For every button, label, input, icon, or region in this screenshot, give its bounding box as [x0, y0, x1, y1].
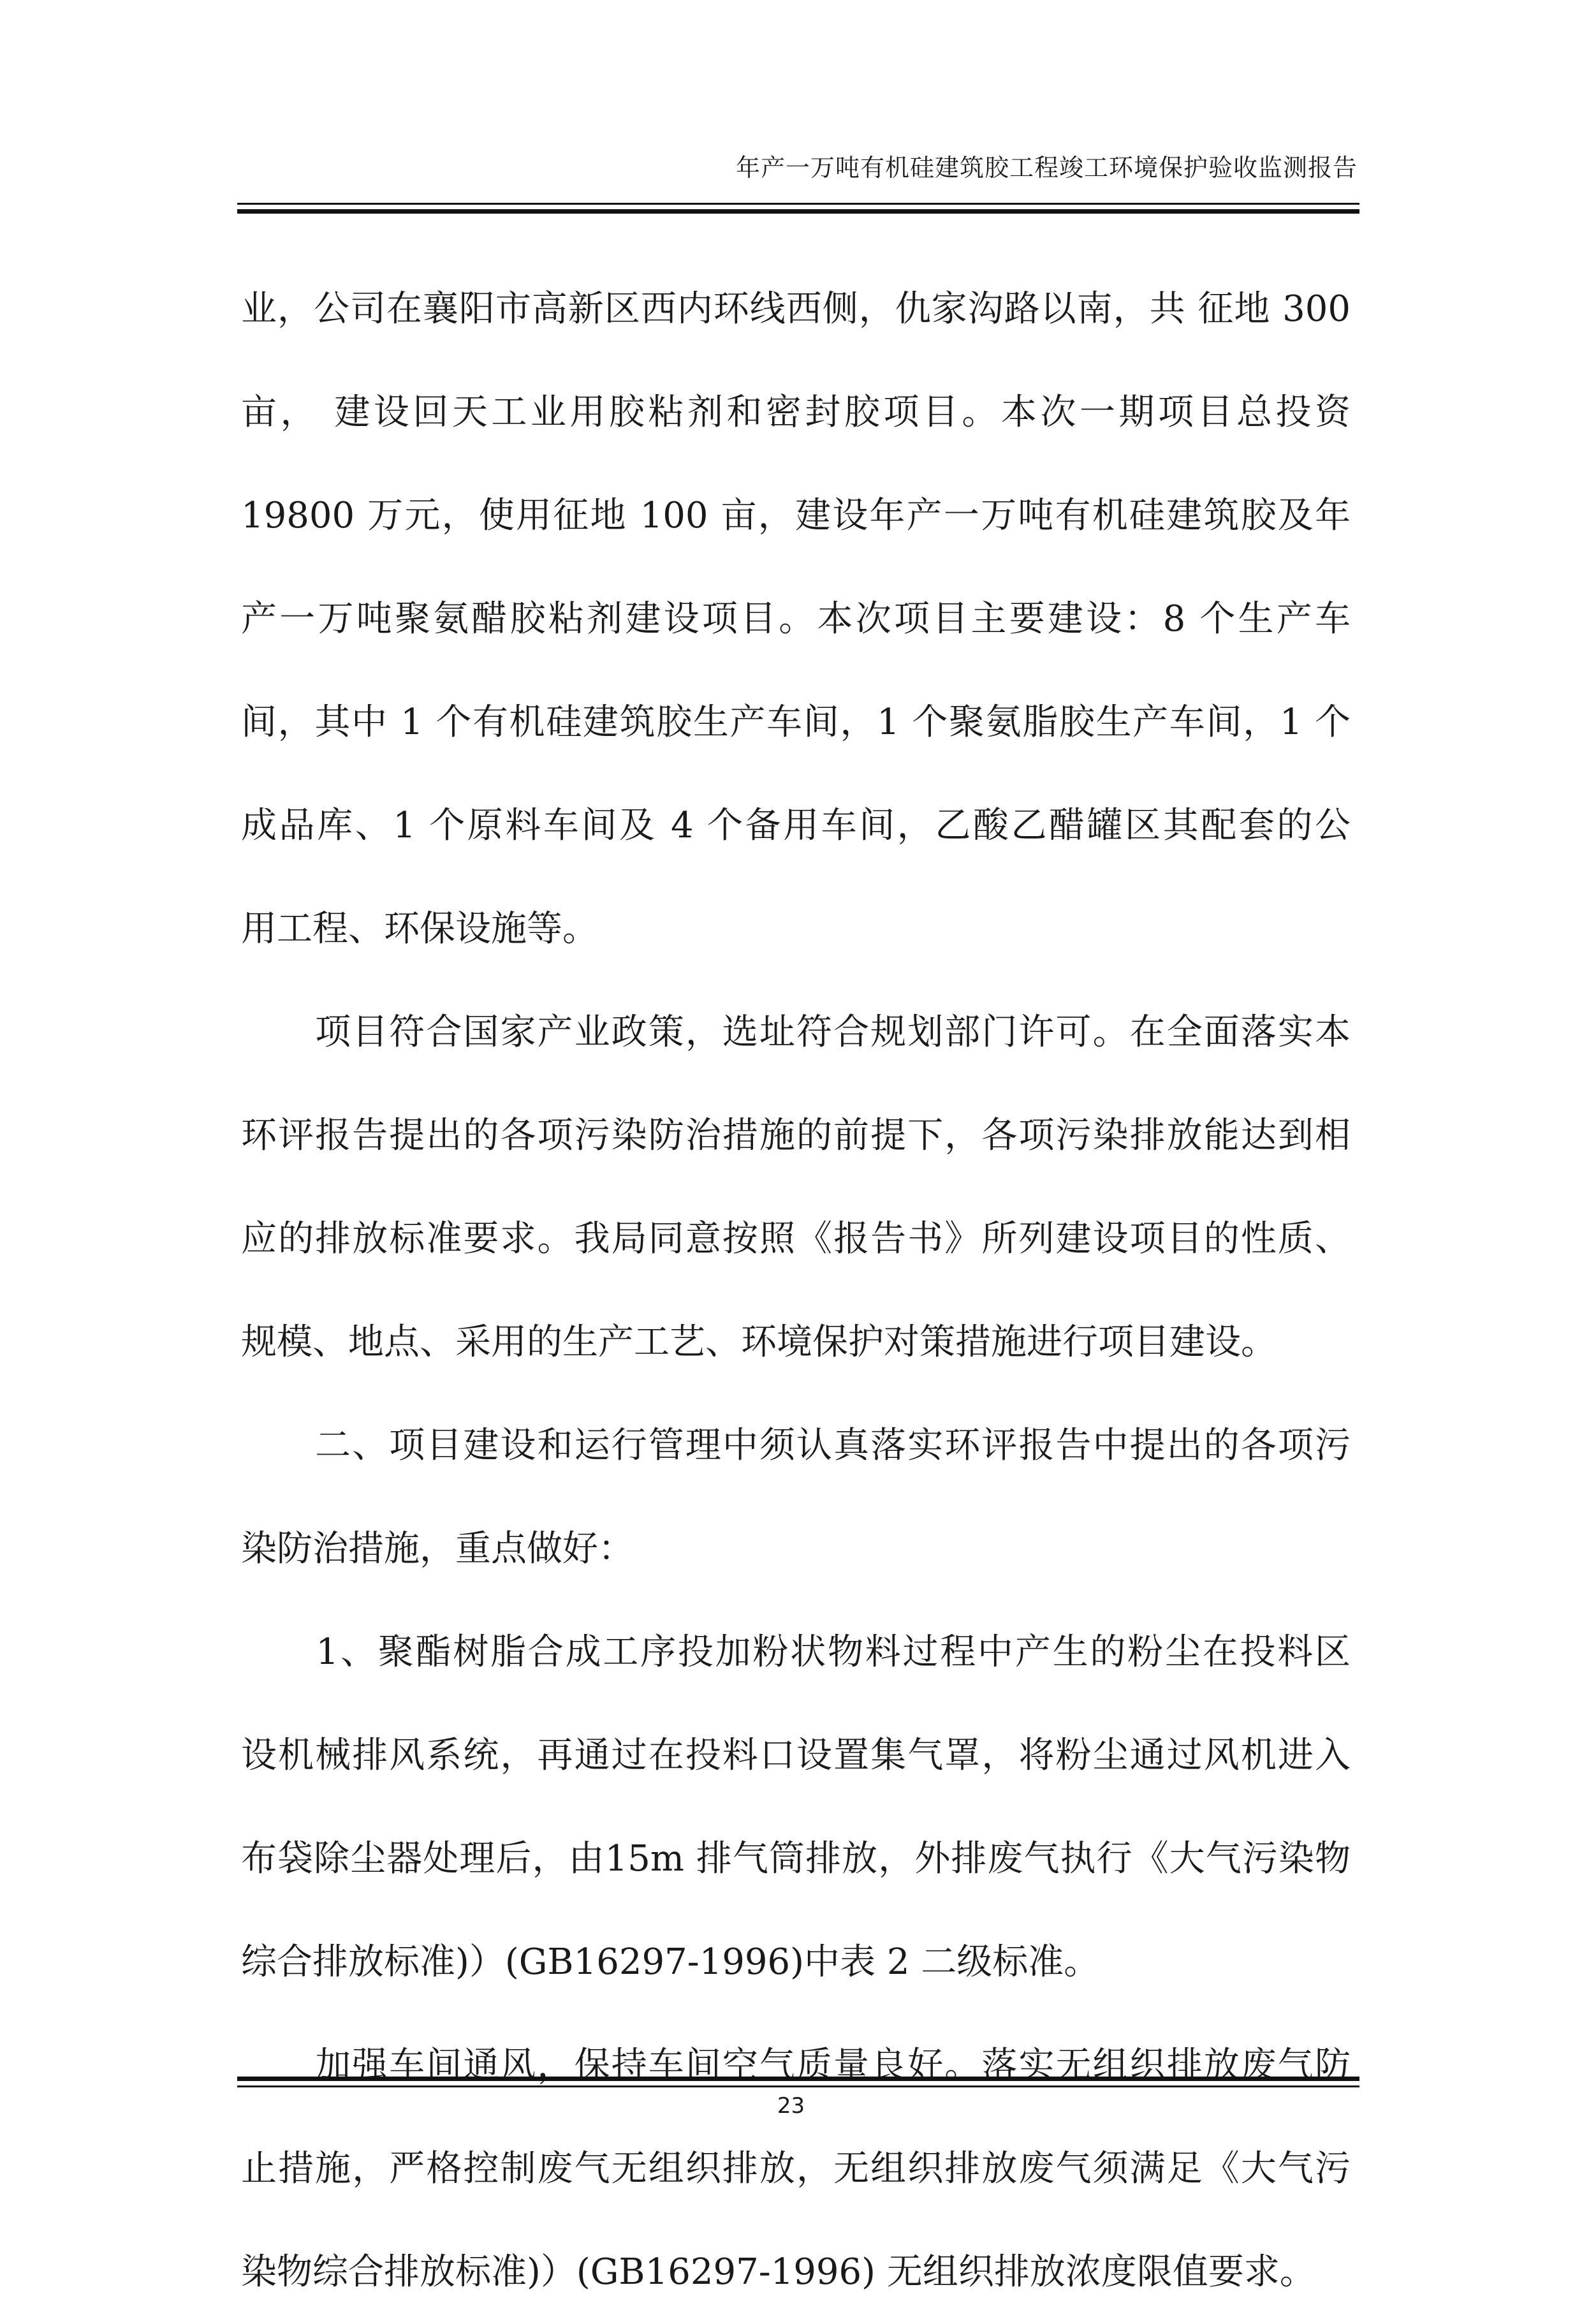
body-line: 综合排放标准)）(GB16297-1996)中表 2 二级标准。: [241, 1941, 1100, 1983]
body-line: 成品库、1 个原料车间及 4 个备用车间，乙酸乙醋罐区其配套的公: [241, 805, 1351, 846]
body-line: 染物综合排放标准)）(GB16297-1996) 无组织排放浓度限值要求。: [241, 2251, 1315, 2293]
document-body: [241, 258, 1351, 2324]
footer-rule-thin: [237, 2085, 1359, 2087]
body-line: 染防治措施，重点做好：: [241, 1528, 634, 1570]
body-line: 二、项目建设和运行管理中须认真落实环评报告中提出的各项污: [241, 1425, 1351, 1466]
body-line: 产一万吨聚氨醋胶粘剂建设项目。本次项目主要建设：8 个生产车: [241, 598, 1351, 640]
body-line: 设机械排风系统，再通过在投料口设置集气罩，将粉尘通过风机进入: [241, 1735, 1351, 1776]
body-line: 布袋除尘器处理后，由15m 排气筒排放，外排废气执行《大气污染物: [241, 1838, 1351, 1879]
body-line: 1、聚酯树脂合成工序投加粉状物料过程中产生的粉尘在投料区: [241, 1631, 1351, 1673]
footer-rule-thick: [237, 2077, 1359, 2081]
body-line: 亩， 建设回天工业用胶粘剂和密封胶项目。本次一期项目总投资: [241, 392, 1351, 433]
body-line: 19800 万元，使用征地 100 亩，建设年产一万吨有机硅建筑胶及年: [241, 495, 1351, 536]
body-line: 应的排放标准要求。我局同意按照《报告书》所列建设项目的性质、: [241, 1218, 1351, 1260]
body-line: 加强车间通风，保持车间空气质量良好。落实无组织排放废气防: [241, 2045, 1351, 2086]
header-rule-thin: [237, 203, 1359, 205]
header-rule-thick: [237, 209, 1359, 214]
page-header-title: 年产一万吨有机硅建筑胶工程竣工环境保护验收监测报告: [735, 154, 1358, 182]
body-line: 规模、地点、采用的生产工艺、环境保护对策措施进行项目建设。: [241, 1321, 1277, 1363]
body-line: 环评报告提出的各项污染防治措施的前提下，各项污染排放能达到相: [241, 1115, 1351, 1156]
page-number: 23: [777, 2093, 805, 2119]
body-line: 间，其中 1 个有机硅建筑胶生产车间，1 个聚氨脂胶生产车间，1 个: [241, 702, 1351, 743]
body-line: 用工程、环保设施等。: [241, 908, 598, 950]
body-line: 业，公司在襄阳市高新区西内环线西侧，仇家沟路以南，共 征地 300: [241, 288, 1351, 330]
body-line: 止措施，严格控制废气无组织排放，无组织排放废气须满足《大气污: [241, 2148, 1351, 2189]
body-line: 项目符合国家产业政策，选址符合规划部门许可。在全面落实本: [241, 1011, 1351, 1053]
